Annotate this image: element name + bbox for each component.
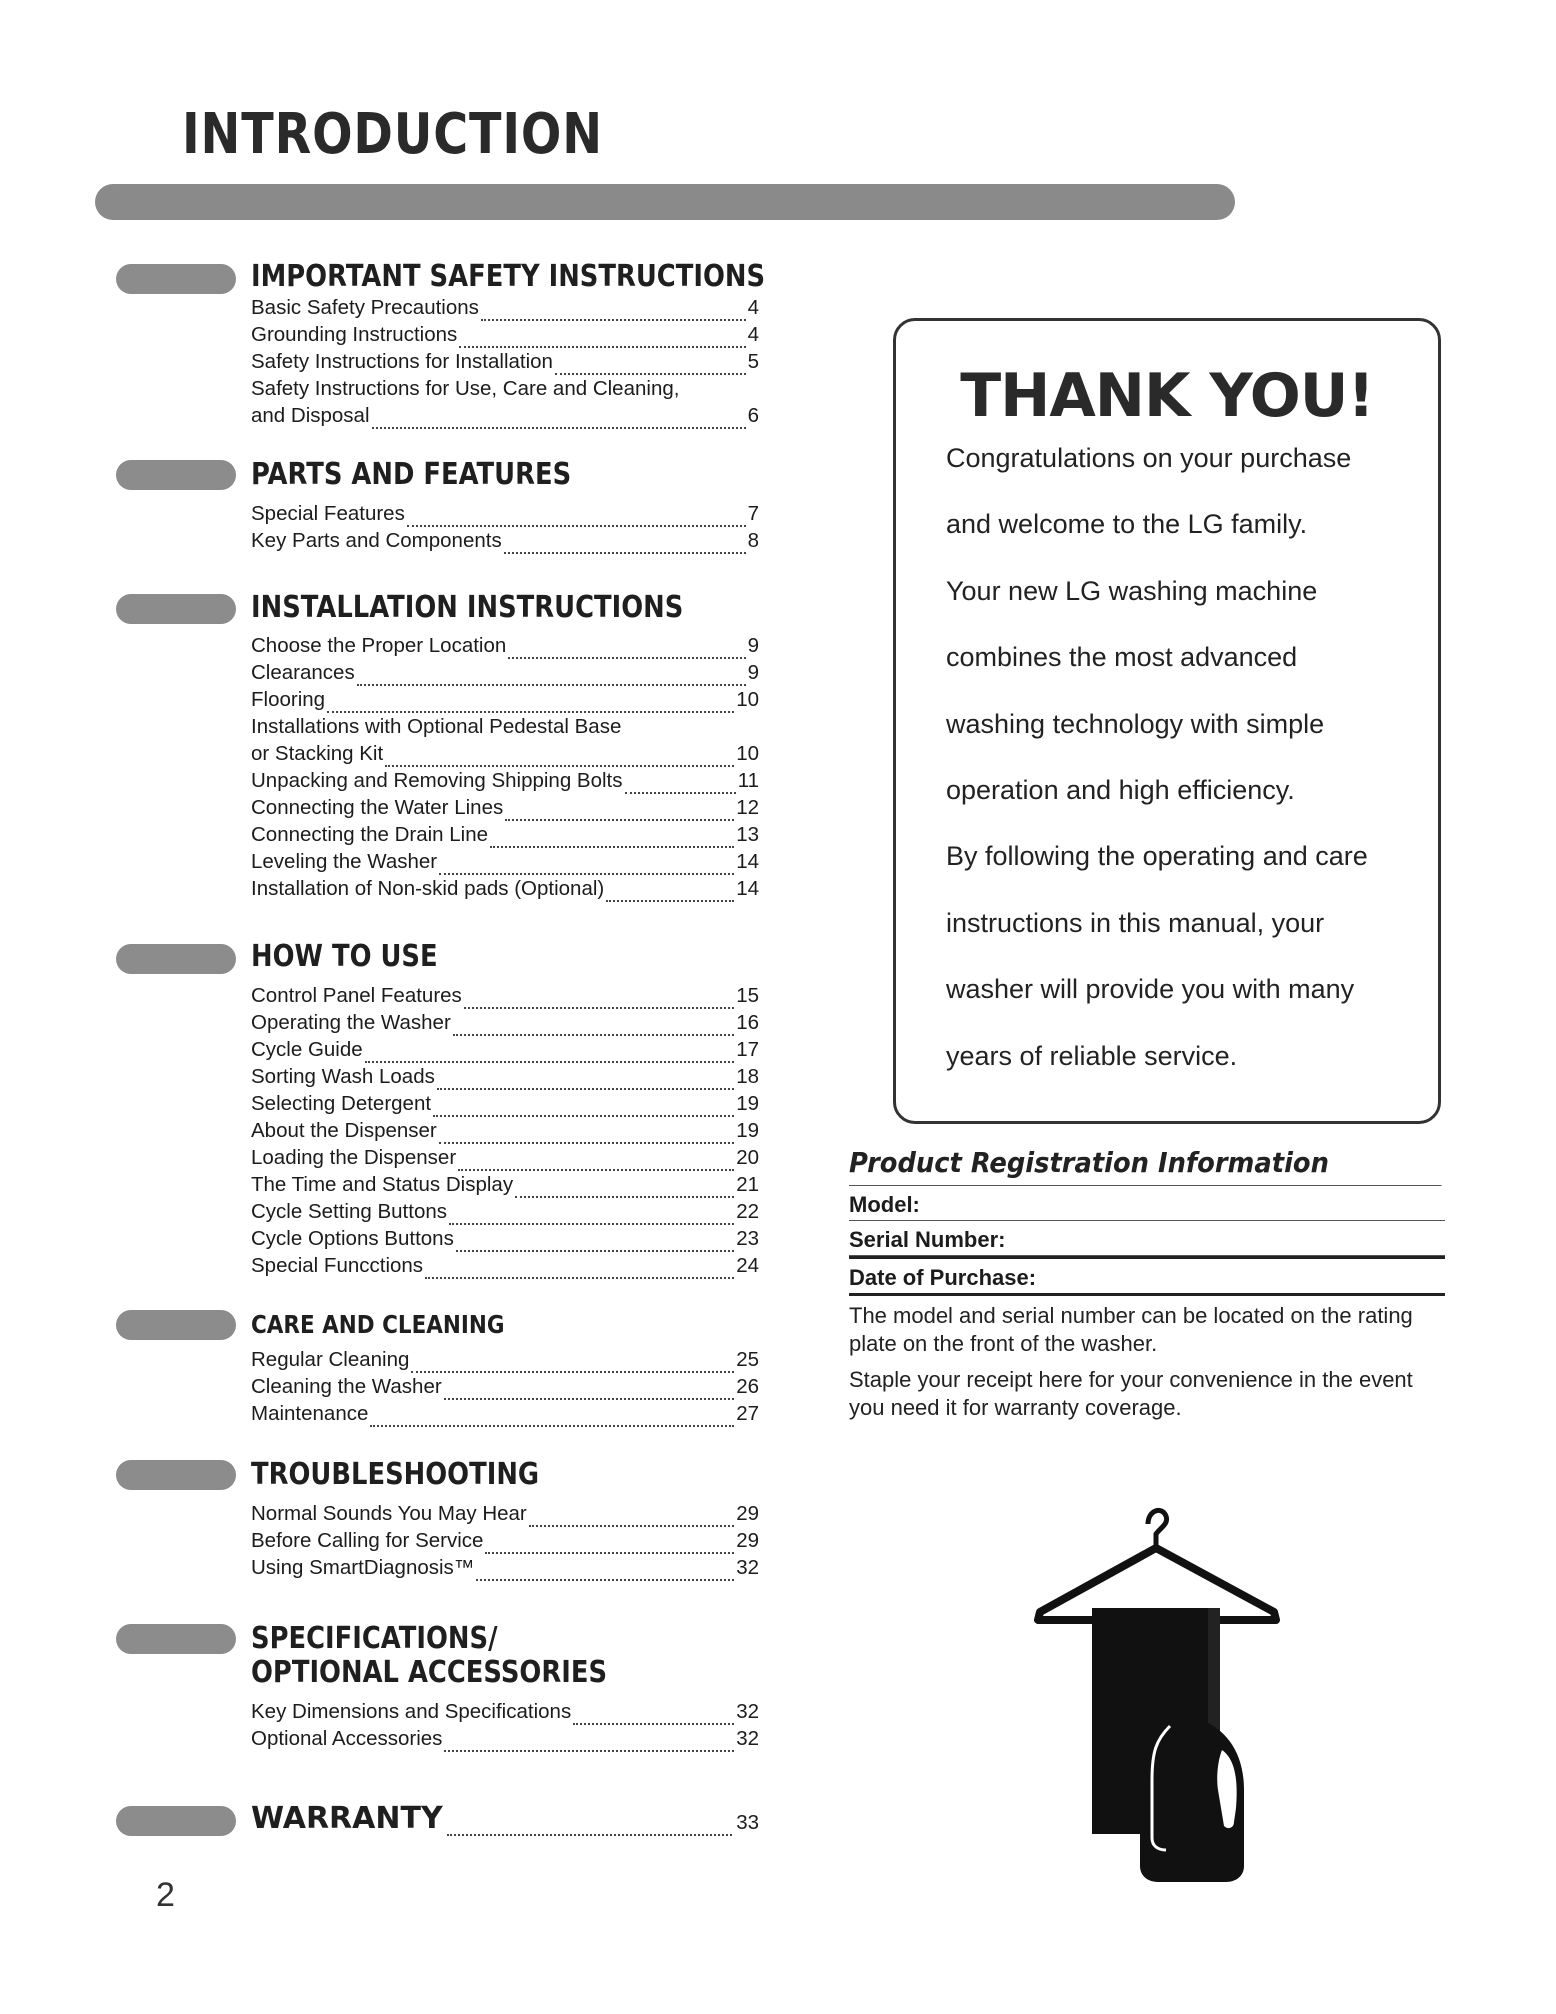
toc-entry[interactable]: Grounding Instructions 4 (251, 323, 759, 346)
toc-entry[interactable]: Regular Cleaning 25 (251, 1348, 759, 1371)
section-tab (116, 1460, 236, 1490)
toc-entry[interactable]: Connecting the Drain Line 13 (251, 823, 759, 846)
message-line: and welcome to the LG family. (946, 509, 1308, 540)
thank-you-title: THANK YOU! (960, 361, 1374, 431)
message-line: washing technology with simple (946, 708, 1325, 739)
section-title: TROUBLESHOOTING (251, 1457, 540, 1492)
toc-entry[interactable]: Unpacking and Removing Shipping Bolts 11 (251, 769, 759, 792)
toc-entry[interactable]: Operating the Washer 16 (251, 1011, 759, 1034)
toc-entry[interactable]: Installations with Optional Pedestal Base (251, 715, 622, 738)
section-entries (251, 1500, 759, 1581)
page-ref: 33 (736, 1811, 759, 1834)
registration-note: The model and serial number can be located on the rating plate on the front of the washer. (849, 1303, 1413, 1356)
toc-entry[interactable]: Optional Accessories 32 (251, 1727, 759, 1750)
section-entries (251, 982, 759, 1279)
section-entries (251, 500, 759, 554)
toc-entry[interactable]: Flooring 10 (251, 688, 759, 711)
message-line: Congratulations on your purchase (946, 443, 1352, 473)
section-title: CARE AND CLEANING (251, 1310, 505, 1339)
section-title: PARTS AND FEATURES (251, 457, 572, 492)
section-title: HOW TO USE (251, 939, 438, 974)
toc-entry[interactable]: Special Features 7 (251, 502, 759, 525)
toc-entry[interactable]: Cycle Guide 17 (251, 1038, 759, 1061)
toc-entry[interactable]: About the Dispenser 19 (251, 1119, 759, 1142)
toc-entry[interactable]: Safety Instructions for Installation 5 (251, 350, 759, 373)
message-line: instructions in this manual, your (946, 907, 1325, 938)
thank-you-box (893, 318, 1441, 1124)
toc-entry[interactable]: Leveling the Washer 14 (251, 850, 759, 873)
toc-entry[interactable]: Loading the Dispenser 20 (251, 1146, 759, 1169)
section-tab (116, 944, 236, 974)
date-of-purchase-field: Date of Purchase: (849, 1256, 1445, 1296)
section-title: SPECIFICATIONS/ (251, 1621, 498, 1656)
section-title: IMPORTANT SAFETY INSTRUCTIONS (251, 259, 766, 294)
toc-entry[interactable]: Installation of Non-skid pads (Optional) 14 (251, 877, 759, 900)
toc-entry[interactable]: Basic Safety Precautions 4 (251, 296, 759, 319)
section-tab (116, 264, 236, 294)
toc-entry[interactable] (251, 1802, 759, 1836)
toc-entry[interactable]: Maintenance 27 (251, 1402, 759, 1425)
message-line: years of reliable service. (946, 1040, 1238, 1071)
toc-entry[interactable]: Before Calling for Service 29 (251, 1529, 759, 1552)
message-line: washer will provide you with many (946, 974, 1355, 1005)
section-tab (116, 460, 236, 490)
section-entries (251, 294, 759, 429)
hanger-towel-detergent-icon (1030, 1490, 1290, 1890)
section-tab (116, 594, 236, 624)
toc-entry[interactable]: Clearances 9 (251, 661, 759, 684)
section-title: OPTIONAL ACCESSORIES (251, 1655, 608, 1690)
toc-entry[interactable]: Key Dimensions and Specifications 32 (251, 1700, 759, 1723)
section-entries (251, 632, 759, 902)
toc-entry[interactable]: Sorting Wash Loads 18 (251, 1065, 759, 1088)
toc-entry[interactable]: Connecting the Water Lines 12 (251, 796, 759, 819)
toc-entry[interactable]: Choose the Proper Location 9 (251, 634, 759, 657)
toc-entry[interactable]: Cycle Options Buttons 23 (251, 1227, 759, 1250)
registration-note: Staple your receipt here for your convenience in the event you need it for warranty coverage. (849, 1367, 1413, 1420)
toc-entry[interactable]: The Time and Status Display 21 (251, 1173, 759, 1196)
toc-entry[interactable]: Safety Instructions for Use, Care and Cleaning, (251, 377, 680, 400)
toc-entry[interactable]: Cycle Setting Buttons 22 (251, 1200, 759, 1223)
toc-entry[interactable]: or Stacking Kit 10 (251, 742, 759, 765)
toc-entry[interactable]: Cleaning the Washer 26 (251, 1375, 759, 1398)
toc-entry[interactable]: and Disposal 6 (251, 404, 759, 427)
message-line: operation and high efficiency. (946, 774, 1295, 805)
page-title: INTRODUCTION (182, 102, 603, 167)
section-tab (116, 1806, 236, 1836)
toc-entry[interactable]: Selecting Detergent 19 (251, 1092, 759, 1115)
toc-entry[interactable]: Normal Sounds You May Hear 29 (251, 1502, 759, 1525)
toc-entry[interactable]: Control Panel Features 15 (251, 984, 759, 1007)
section-entries (251, 1346, 759, 1427)
section-tab (116, 1624, 236, 1654)
section-title: INSTALLATION INSTRUCTIONS (251, 590, 684, 625)
model-field: Model: (849, 1186, 1445, 1221)
section-title: WARRANTY (251, 1801, 443, 1836)
message-line: By following the operating and care (946, 841, 1368, 872)
toc-entry[interactable]: Key Parts and Components 8 (251, 529, 759, 552)
message-line: combines the most advanced (946, 642, 1298, 673)
product-registration (849, 1146, 1445, 1422)
title-bar (95, 184, 1235, 220)
page-number: 2 (156, 1876, 175, 1914)
serial-number-field: Serial Number: (849, 1221, 1445, 1256)
section-entries (251, 1698, 759, 1752)
thank-you-message (946, 439, 1426, 1103)
toc-entry[interactable]: Special Funcctions 24 (251, 1254, 759, 1277)
toc-entry[interactable]: Using SmartDiagnosis™ 32 (251, 1556, 759, 1579)
message-line: Your new LG washing machine (946, 575, 1318, 606)
section-tab (116, 1310, 236, 1340)
registration-title: Product Registration Information (849, 1146, 1441, 1186)
